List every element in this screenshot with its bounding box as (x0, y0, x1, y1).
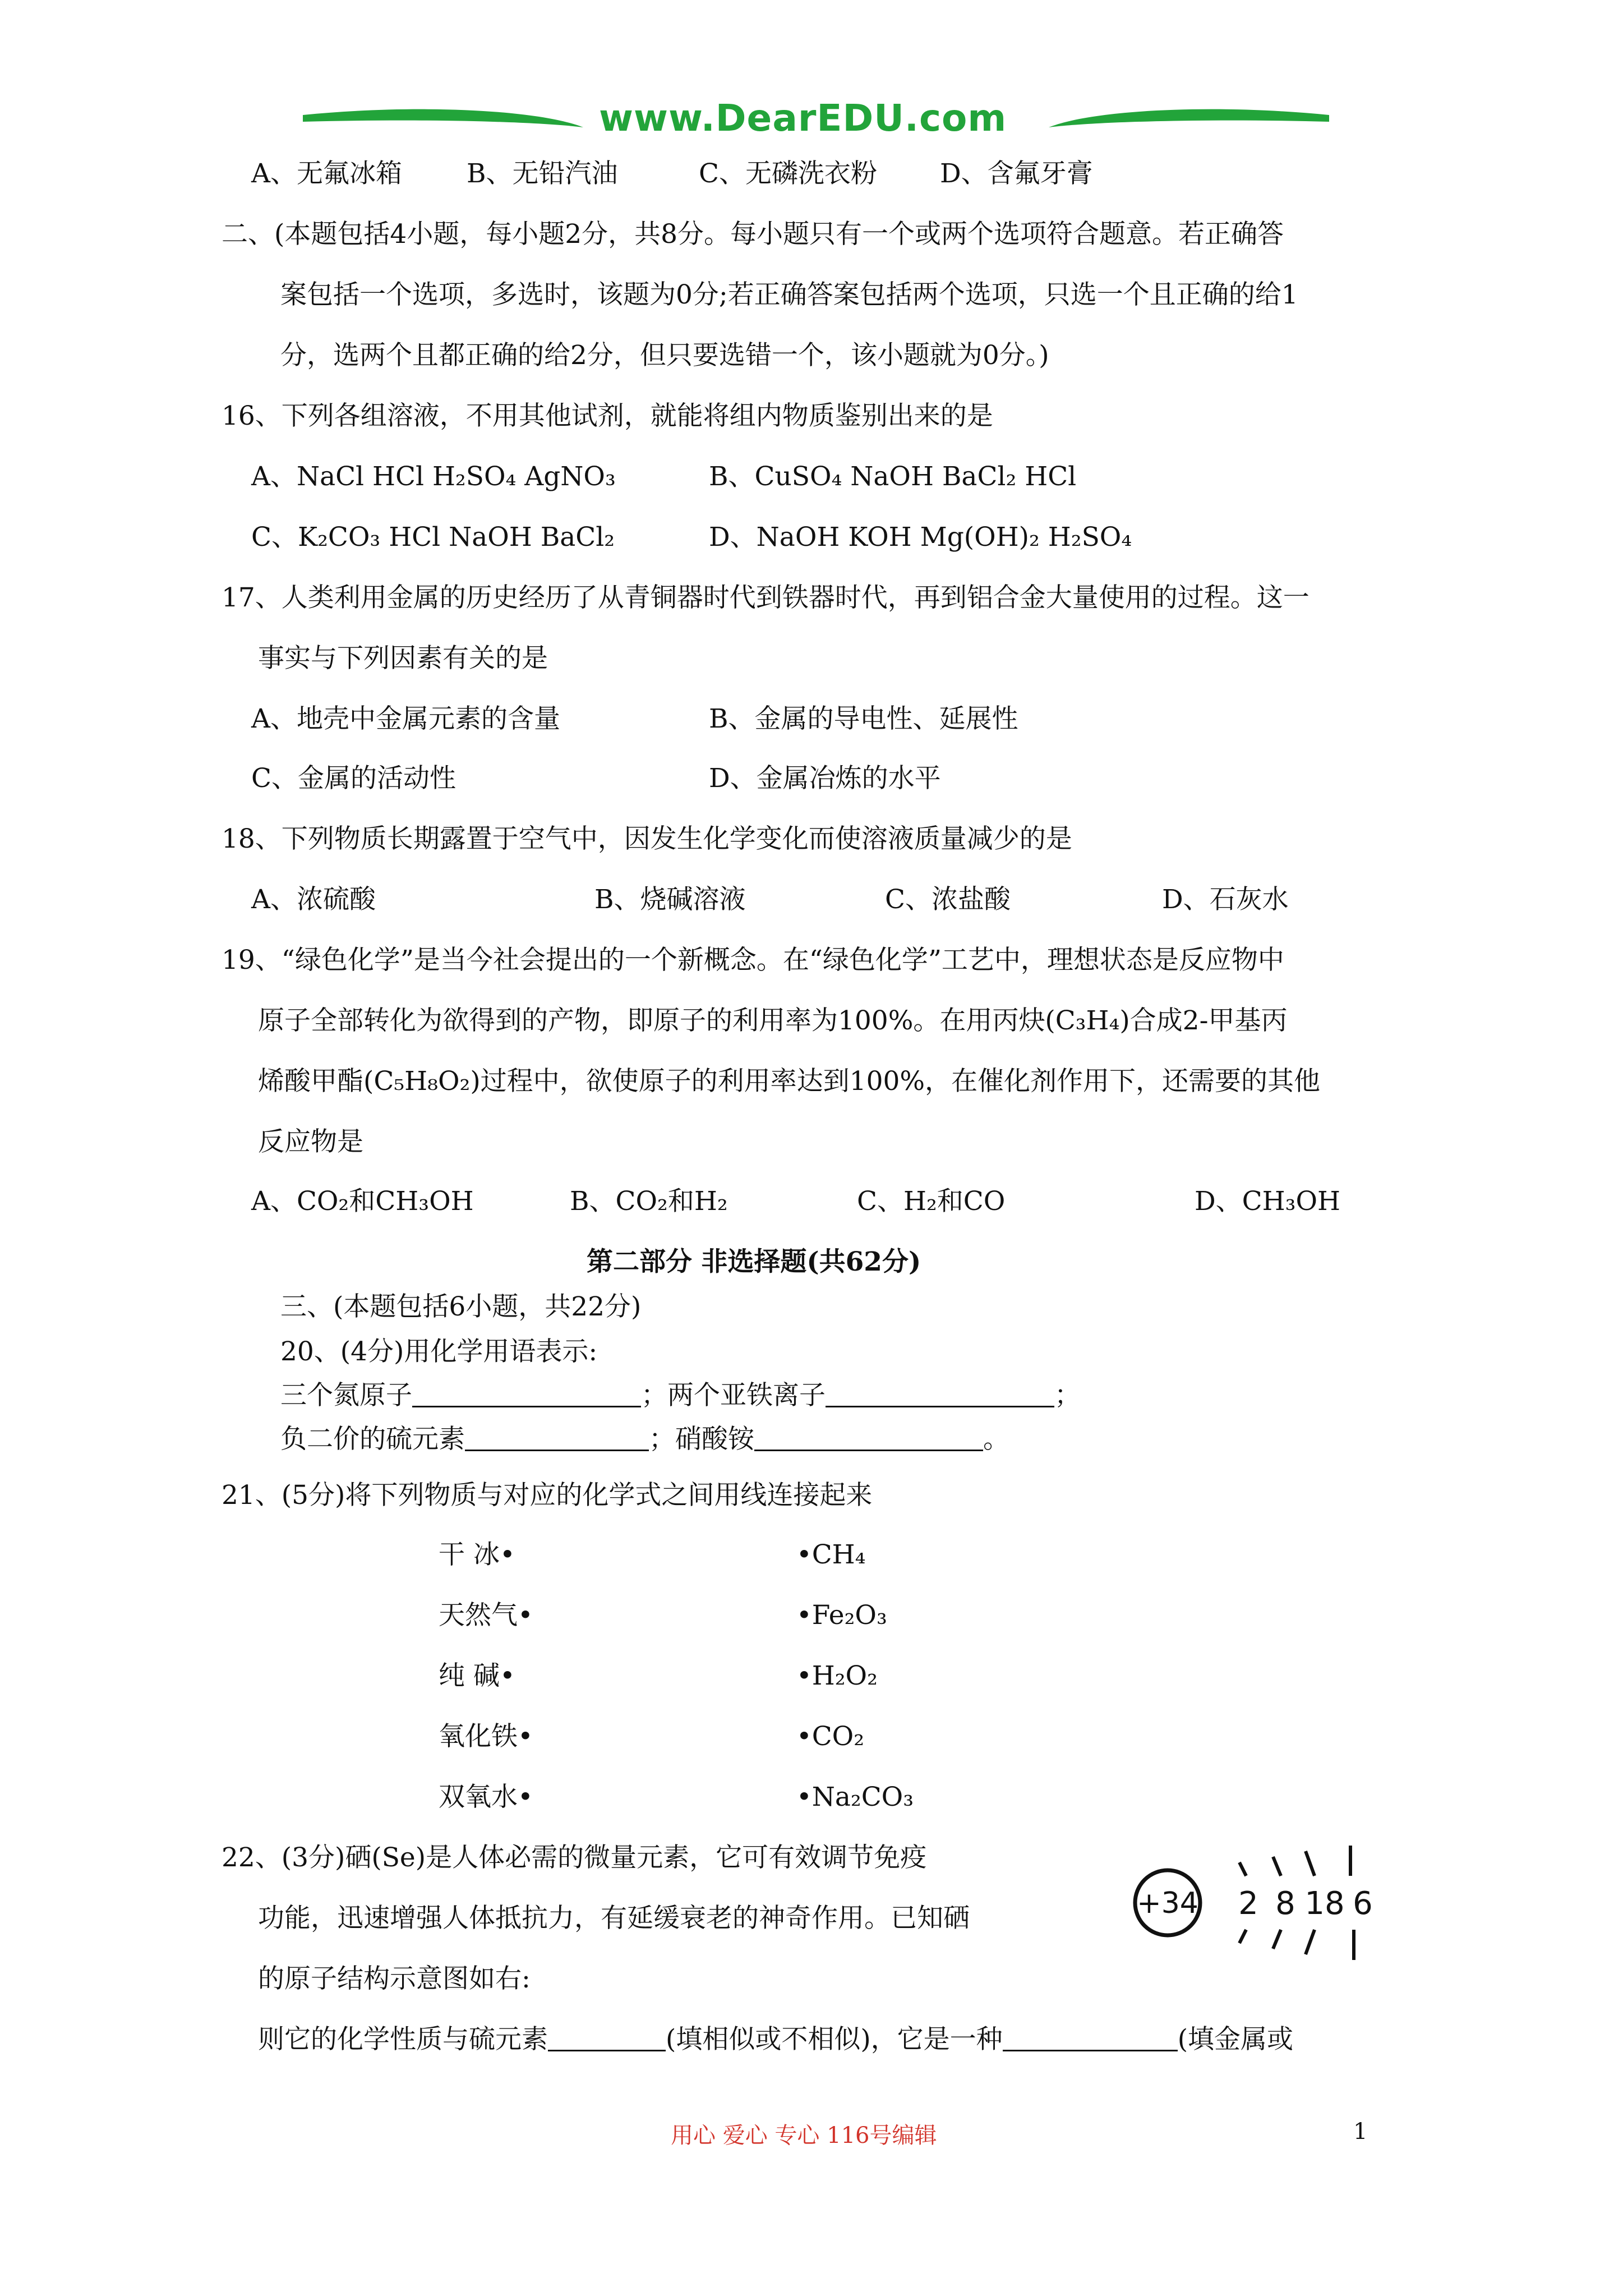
q19-stem-1: 19、“绿色化学”是当今社会提出的一个新概念。在“绿色化学”工艺中，理想状态是反应物中 (222, 945, 1284, 976)
q20-answer-blank-2[interactable] (826, 1381, 1054, 1407)
shell-4-electrons: 6 (1353, 1885, 1373, 1922)
q17-option-d: D、金属冶炼的水平 (709, 763, 941, 794)
q21-stem: 21、(5分)将下列物质与对应的化学式之间用线连接起来 (222, 1480, 873, 1511)
q17-stem-2: 事实与下列因素有关的是 (258, 643, 548, 674)
q19-option-a: A、CO₂和CH₃OH (251, 1186, 474, 1217)
shell-arc-1-top (1239, 1862, 1246, 1876)
shell-1-electrons: 2 (1238, 1885, 1258, 1922)
q19-stem-3: 烯酸甲酯(C₅H₈O₂)过程中，欲使原子的利用率达到100%，在催化剂作用下，还需要的其他 (258, 1066, 1321, 1097)
q22-stem-4a: 则它的化学性质与硫元素 (258, 2024, 548, 2055)
section2-line3: 分，选两个且都正确的给2分，但只要选错一个，该小题就为0分。) (280, 340, 1049, 371)
q22-stem-2: 功能，迅速增强人体抵抗力，有延缓衰老的神奇作用。已知硒 (258, 1903, 970, 1934)
q18-option-c: C、浓盐酸 (885, 884, 1011, 915)
q18-option-a: A、浓硫酸 (251, 884, 376, 915)
q20-item4-label: 硝酸铵 (675, 1424, 754, 1455)
q16-option-a: A、NaCl HCl H₂SO₄ AgNO₃ (251, 461, 616, 492)
footer-editor-note: 用心 爱心 专心 116号编辑 (671, 2123, 937, 2148)
q20-sep-2: ； (1054, 1380, 1081, 1411)
q15-option-a: A、无氟冰箱 (251, 158, 402, 189)
q21-right-item[interactable]: •CH₄ (796, 1539, 866, 1570)
q18-option-d: D、石灰水 (1162, 884, 1289, 915)
shell-3-electrons: 18 (1304, 1885, 1345, 1922)
q22-stem-3: 的原子结构示意图如右: (258, 1963, 531, 1994)
q17-option-a: A、地壳中金属元素的含量 (251, 703, 560, 734)
q22-stem-4 (258, 2023, 1293, 2056)
q21-left-item[interactable]: 干 冰• (439, 1539, 515, 1570)
q20-stem: 20、(4分)用化学用语表示: (280, 1336, 598, 1367)
shell-2-electrons: 8 (1275, 1885, 1295, 1922)
banner-swoosh-left (303, 109, 583, 127)
q20-sep-1: ； (641, 1380, 667, 1411)
q16-option-d: D、NaOH KOH Mg(OH)₂ H₂SO₄ (709, 522, 1132, 553)
q18-stem: 18、下列物质长期露置于空气中，因发生化学变化而使溶液质量减少的是 (222, 823, 1072, 854)
site-logo-text[interactable]: www.DearEDU.com (599, 96, 1007, 140)
q16-option-b: B、CuSO₄ NaOH BaCl₂ HCl (709, 461, 1077, 492)
q21-left-item[interactable]: 双氧水• (439, 1782, 533, 1812)
q22-stem-1: 22、(3分)硒(Se)是人体必需的微量元素，它可有效调节免疫 (222, 1842, 927, 1873)
q21-left-item[interactable]: 氧化铁• (439, 1721, 533, 1752)
q22-stem-4c: (填金属或 (1177, 2024, 1294, 2055)
q19-stem-4: 反应物是 (258, 1126, 363, 1157)
q21-left-item[interactable]: 天然气• (439, 1600, 533, 1631)
q20-answer-blank-4[interactable] (754, 1425, 983, 1451)
page-number: 1 (1353, 2119, 1368, 2145)
q22-stem-4b: (填相似或不相似)，它是一种 (666, 2024, 1003, 2055)
q19-option-d: D、CH₃OH (1195, 1186, 1340, 1217)
q16-option-c: C、K₂CO₃ HCl NaOH BaCl₂ (251, 522, 615, 553)
shell-arc-3-bottom (1306, 1930, 1315, 1954)
q21-right-item[interactable]: •H₂O₂ (796, 1660, 878, 1691)
shell-arc-2-top (1273, 1857, 1281, 1876)
q15-option-b: B、无铅汽油 (467, 158, 618, 189)
q17-option-c: C、金属的活动性 (251, 763, 456, 794)
q20-answer-blank-3[interactable] (465, 1425, 649, 1451)
q21-right-item[interactable]: •Na₂CO₃ (796, 1782, 914, 1812)
q20-end: 。 (983, 1424, 1009, 1455)
q22-answer-blank-1[interactable] (548, 2025, 666, 2051)
selenium-atom-structure-diagram (1127, 1834, 1391, 1975)
q21-right-item[interactable]: •CO₂ (796, 1721, 865, 1752)
q15-option-c: C、无磷洗衣粉 (699, 158, 877, 189)
q17-option-b: B、金属的导电性、延展性 (709, 703, 1018, 734)
q22-answer-blank-2[interactable] (1003, 2025, 1178, 2051)
q20-item3-label: 负二价的硫元素 (280, 1424, 465, 1455)
part2-title: 第二部分 非选择题(共62分) (587, 1246, 921, 1277)
section3-heading: 三、(本题包括6小题，共22分) (280, 1291, 642, 1322)
banner-swoosh-right (1049, 109, 1329, 127)
q21-left-item[interactable]: 纯 碱• (439, 1660, 515, 1691)
shell-arc-2-bottom (1273, 1930, 1281, 1949)
shell-arc-3-top (1306, 1851, 1315, 1876)
q20-sep-3: ； (649, 1424, 675, 1455)
nucleus-charge: +34 (1137, 1887, 1198, 1920)
q20-item1-label: 三个氮原子 (280, 1380, 412, 1411)
q15-option-d: D、含氟牙膏 (940, 158, 1093, 189)
q18-option-b: B、烧碱溶液 (594, 884, 746, 915)
q17-stem-1: 17、人类利用金属的历史经历了从青铜器时代到铁器时代，再到铝合金大量使用的过程。这一 (222, 582, 1310, 613)
section2-line1: 二、(本题包括4小题，每小题2分，共8分。每小题只有一个或两个选项符合题意。若正确答 (222, 219, 1284, 250)
q19-option-c: C、H₂和CO (857, 1186, 1006, 1217)
q20-item2-label: 两个亚铁离子 (667, 1380, 826, 1411)
q20-row2 (280, 1423, 1009, 1456)
q19-stem-2: 原子全部转化为欲得到的产物，即原子的利用率为100%。在用丙炔(C₃H₄)合成2-甲基丙 (258, 1005, 1288, 1036)
section2-line2: 案包括一个选项，多选时，该题为0分;若正确答案包括两个选项，只选一个且正确的给1 (280, 279, 1298, 310)
q20-row1 (280, 1379, 1081, 1412)
q21-right-item[interactable]: •Fe₂O₃ (796, 1600, 887, 1631)
q19-option-b: B、CO₂和H₂ (570, 1186, 728, 1217)
shell-arc-1-bottom (1239, 1930, 1246, 1943)
q16-stem: 16、下列各组溶液，不用其他试剂，就能将组内物质鉴别出来的是 (222, 401, 993, 431)
q20-answer-blank-1[interactable] (412, 1381, 641, 1407)
